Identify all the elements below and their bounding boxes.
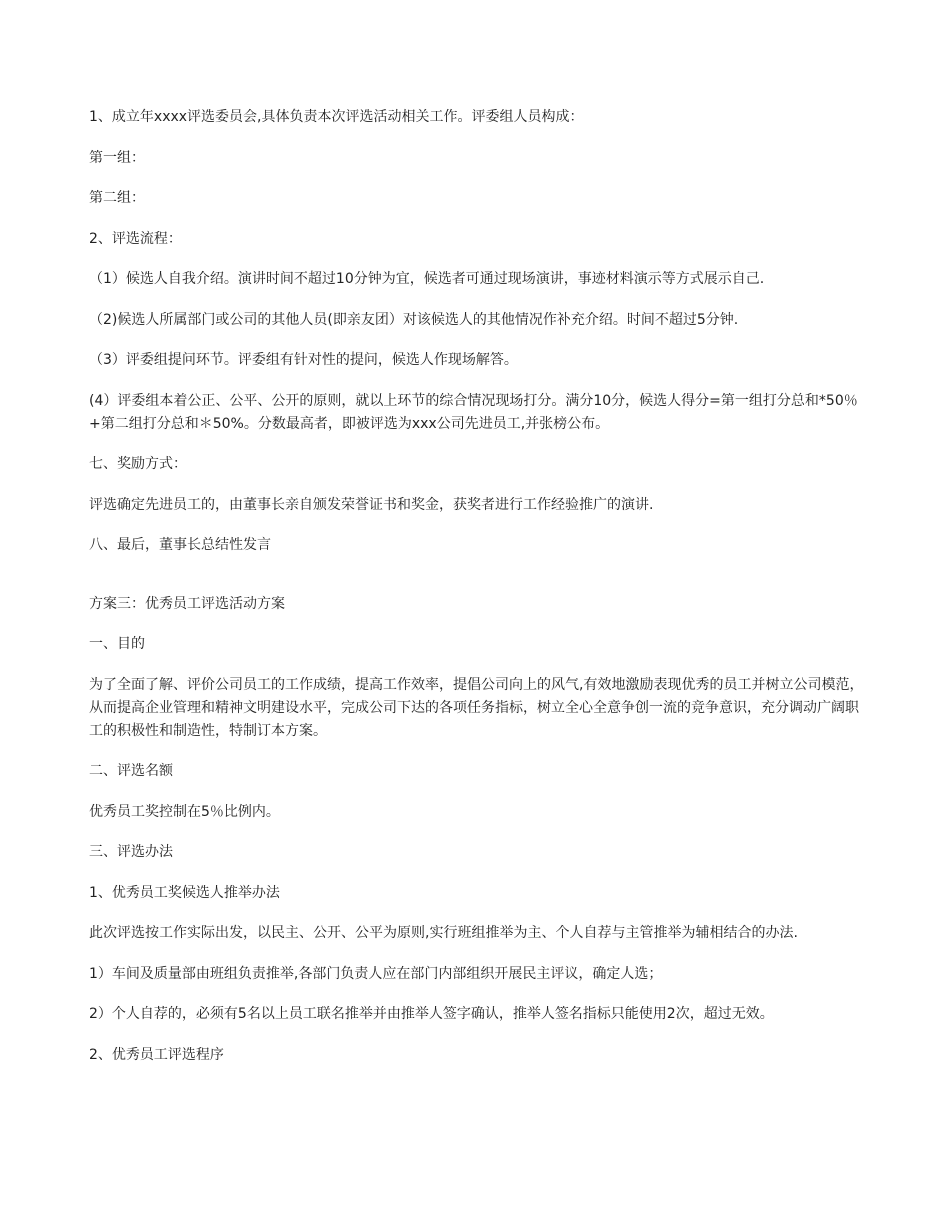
group-one-line: 第一组： bbox=[89, 149, 145, 166]
workshop-nomination-item: 1）车间及质量部由班组负责推举,各部门负责人应在部门内部组织开展民主评议，确定人选； bbox=[89, 965, 663, 982]
nomination-paragraph: 此次评选按工作实际出发，以民主、公开、公平为原则,实行班组推举为主、个人自荐与主管推举为辅相结合的办法. bbox=[89, 925, 798, 941]
purpose-heading: 一、目的 bbox=[89, 636, 145, 652]
plan-three-title: 方案三：优秀员工评选活动方案 bbox=[89, 595, 285, 612]
group-two-line: 第二组： bbox=[89, 190, 145, 206]
committee-paragraph: 1、成立年xxxx评选委员会,具体负责本次评选活动相关工作。评委组人员构成： bbox=[89, 109, 584, 125]
procedure-heading: 2、优秀员工评选程序 bbox=[89, 1046, 224, 1063]
quota-heading: 二、评选名额 bbox=[89, 763, 173, 779]
reward-paragraph: 评选确定先进员工的，由董事长亲自颁发荣誉证书和奖金，获奖者进行工作经验推广的演讲. bbox=[89, 496, 654, 513]
process-heading: 2、评选流程： bbox=[89, 230, 182, 247]
step-four-paragraph: (4）评委组本着公正、公平、公开的原则，就以上环节的综合情况现场打分。满分10分，候选人得分=第一组打分总和*50％+第二组打分总和＊50%。分数最高者，即被评选为xxx公司先进员工,并张榜公布。 bbox=[89, 392, 858, 432]
step-three-paragraph: （3）评委组提问环节。评委组有针对性的提问，候选人作现场解答。 bbox=[89, 352, 518, 368]
closing-speech-line: 八、最后，董事长总结性发言 bbox=[89, 537, 271, 553]
reward-heading: 七、奖励方式： bbox=[89, 456, 187, 472]
nomination-heading: 1、优秀员工奖候选人推举办法 bbox=[89, 884, 280, 901]
purpose-paragraph: 为了全面了解、评价公司员工的工作成绩，提高工作效率，提倡公司向上的风气,有效地激励表现优秀的员工并树立公司模范，从而提高企业管理和精神文明建设水平，完成公司下达的各项任务指标，树立全心全意争创一流的竞争意识，充分调动广阔职工的积极性和制造性，特制订本方案。 bbox=[89, 676, 864, 739]
quota-paragraph: 优秀员工奖控制在5％比例内。 bbox=[89, 803, 280, 820]
step-one-paragraph: （1）候选人自我介绍。演讲时间不超过10分钟为宜，候选者可通过现场演讲，事迹材料演示等方式展示自己. bbox=[89, 271, 765, 287]
step-two-paragraph: （2)候选人所属部门或公司的其他人员(即亲友团）对该候选人的其他情况作补充介绍。时间不超过5分钟. bbox=[89, 311, 739, 328]
section-spacer bbox=[89, 575, 864, 593]
self-nomination-item: 2）个人自荐的，必须有5名以上员工联名推举并由推举人签字确认，推举人签名指标只能使用2次，超过无效。 bbox=[89, 1006, 774, 1022]
method-heading: 三、评选办法 bbox=[89, 844, 173, 860]
document-body bbox=[89, 106, 864, 1084]
